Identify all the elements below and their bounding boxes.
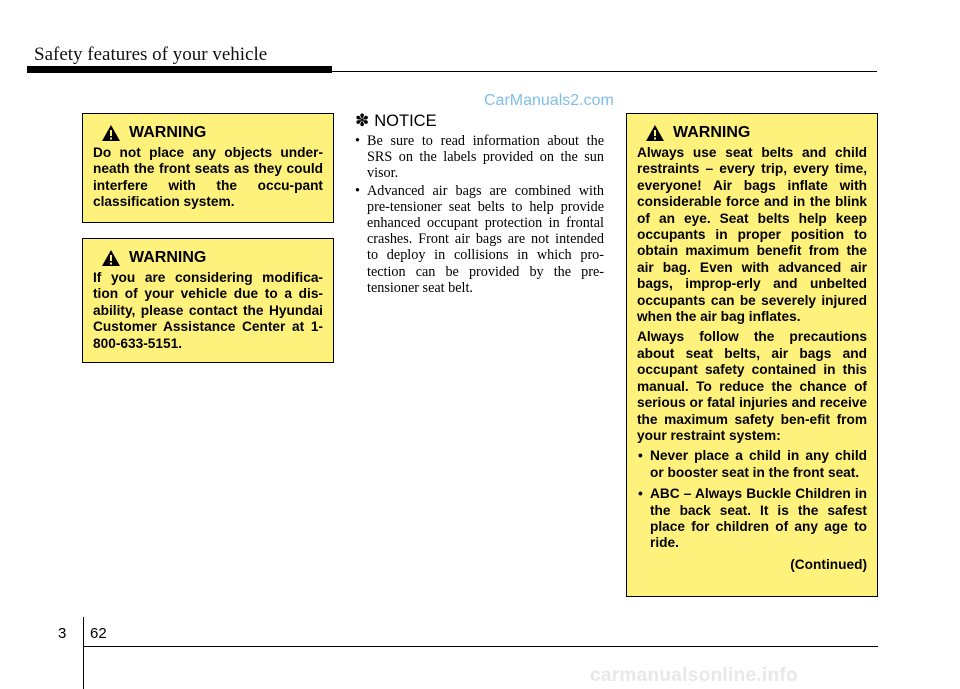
footer-divider-horizontal xyxy=(83,646,878,647)
notice-item: • Advanced air bags are combined with pre-tensioner seat belts to help provide enhanced occupant protection in frontal crashes. Front air bags are not intended to deploy in collisions in which pro-tection can be provided by the pre-tensioner seat belt. xyxy=(355,183,604,296)
warning-triangle-icon xyxy=(645,124,665,142)
header-title: Safety features of your vehicle xyxy=(34,44,268,65)
warning-triangle-icon xyxy=(101,124,121,142)
watermark-top: CarManuals2.com xyxy=(484,92,614,109)
warning-paragraph: Always follow the precautions about seat belts, air bags and occupant safety contained in this manual. To reduce the chance of serious or fatal injuries and receive the maximum safety ben-efit from your restraint system: xyxy=(637,329,867,443)
warning-list-item: • Never place a child in any child or booster seat in the front seat. xyxy=(637,448,867,481)
warning-paragraph: Always use seat belts and child restraints – every trip, every time, everyone! Air bags inflate with considerable force and in the blink of an eye. Seat belts help keep occupants in proper position to obtain maximum benefit from the air bag. Even with advanced air bags, improp-erly and unbelted occupants can be severely injured when the air bag inflates. xyxy=(637,145,867,325)
notice-item: • Be sure to read information about the SRS on the labels provided on the sun visor. xyxy=(355,133,604,182)
warning-body: If you are considering modifica-tion of your vehicle due to a dis-ability, please contact the Hyundai Customer Assistance Center at 1-800-633-5151. xyxy=(93,270,323,351)
warning-triangle-icon xyxy=(101,249,121,267)
notice-title-text: NOTICE xyxy=(374,111,437,130)
header-line xyxy=(27,71,877,72)
warning-title xyxy=(101,124,323,142)
warning-title xyxy=(101,249,323,267)
warning-box-modification xyxy=(82,238,334,363)
notice-list xyxy=(355,133,604,296)
continued-label: (Continued) xyxy=(790,556,867,572)
chapter-number: 3 xyxy=(58,625,67,642)
footer-divider-vertical xyxy=(83,617,84,689)
notice-title xyxy=(355,111,604,131)
page-number: 62 xyxy=(90,625,107,642)
warning-box-seat-belts xyxy=(626,113,878,597)
warning-title-text: WARNING xyxy=(129,124,207,141)
notice-section xyxy=(355,111,604,297)
warning-title-text: WARNING xyxy=(673,124,751,141)
warning-body: Do not place any objects under-neath the front seats as they could interfere with the occu-pant classification system. xyxy=(93,145,323,210)
notice-star-icon: ✽ xyxy=(355,111,370,130)
warning-box-objects xyxy=(82,113,334,223)
warning-list xyxy=(637,448,867,551)
watermark-bottom: carmanualsonline.info xyxy=(590,665,798,686)
warning-title xyxy=(645,124,867,142)
warning-title-text: WARNING xyxy=(129,249,207,266)
warning-list-item: • ABC – Always Buckle Children in the back seat. It is the safest place for children of any age to ride. xyxy=(637,486,867,552)
